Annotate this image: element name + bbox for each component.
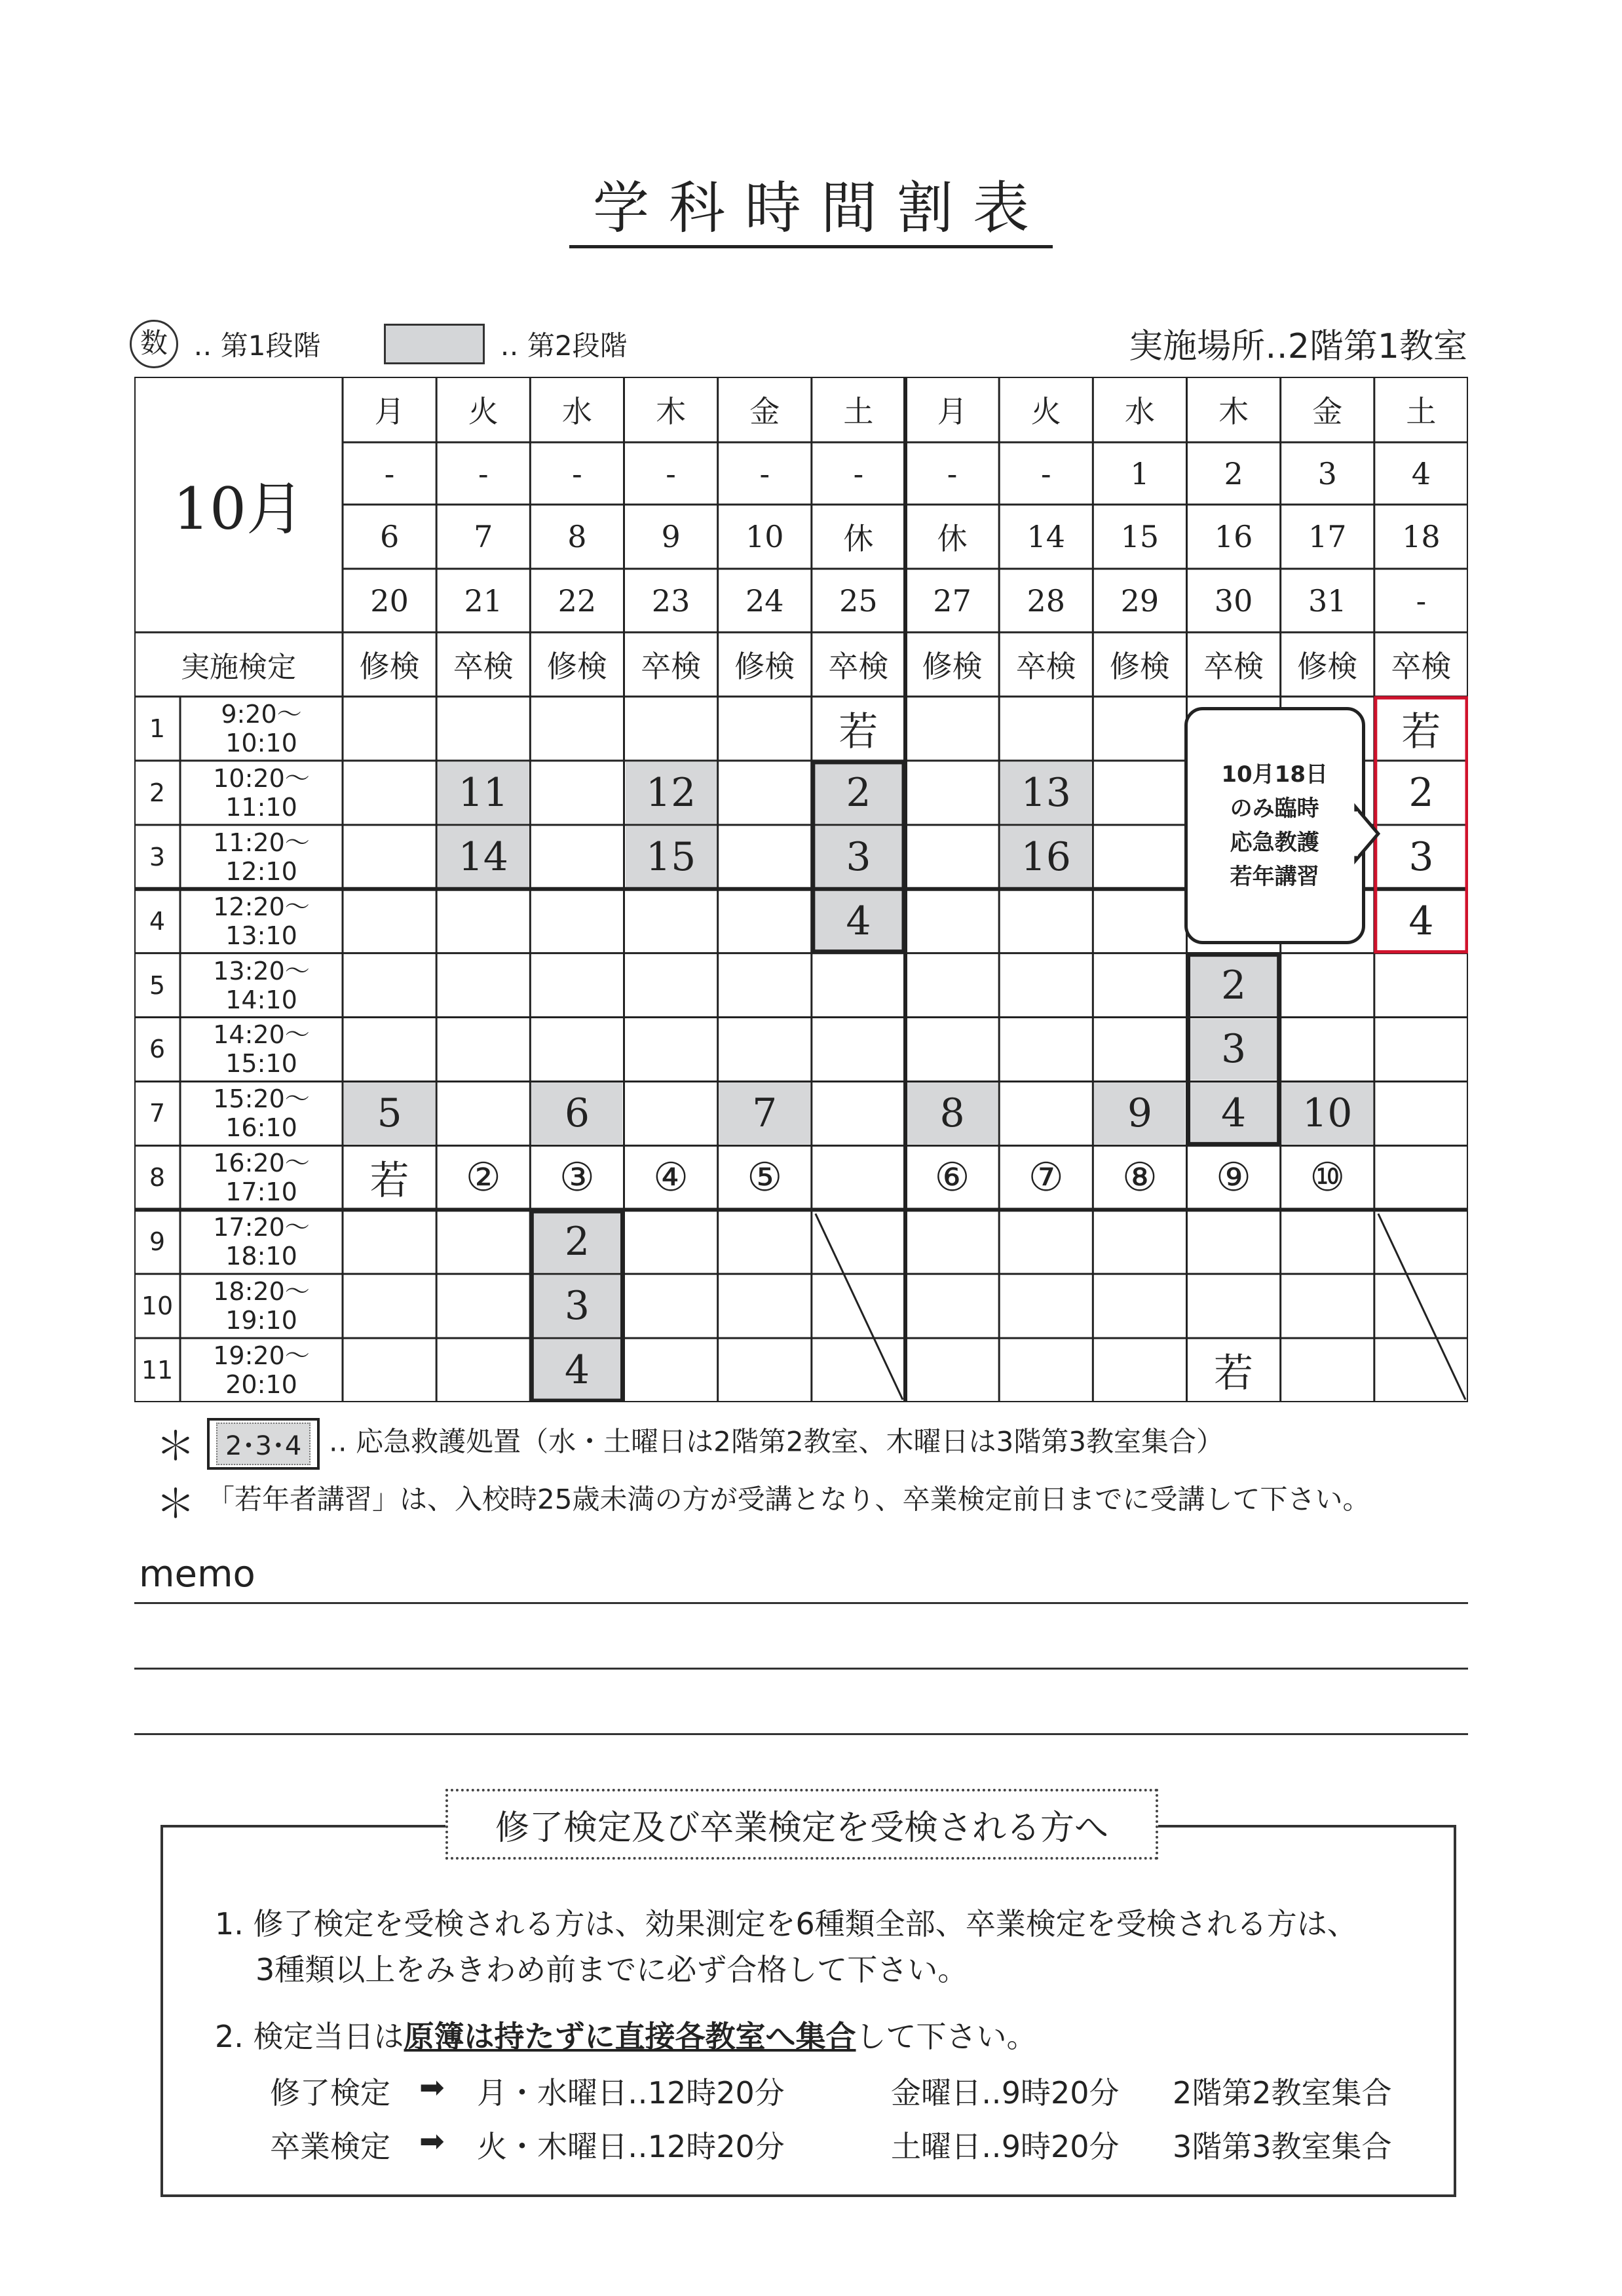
date-cell: -: [947, 455, 958, 491]
date-cell: 27: [933, 583, 971, 619]
exam-row-graduation-days: 火・木曜日‥12時20分: [477, 2129, 785, 2164]
date-cell: 30: [1214, 583, 1253, 619]
date-cell: 休: [937, 521, 968, 556]
stage2-lesson: 8: [939, 1090, 965, 1137]
date-cell: 休: [843, 521, 874, 556]
exam-type-cell: 卒検: [1203, 649, 1264, 684]
stage2-swatch: [384, 324, 485, 364]
date-cell: 29: [1120, 583, 1160, 619]
asterisk-icon: ＊: [156, 1482, 195, 1527]
period-number: 2: [149, 778, 166, 807]
arrow-right-icon: ➡: [419, 2069, 445, 2105]
date-cell: 4: [1411, 455, 1431, 491]
note-first-aid-text: ‥ 応急救護処置（水・土曜日は2階第2教室、木曜日は3階第3教室集合）: [328, 1425, 1224, 1458]
exam-row-graduation-days2: 土曜日‥9時20分: [891, 2129, 1120, 2164]
notice-item-1: 1. 修了検定を受検される方は、効果測定を6種類全部、卒業検定を受検される方は、: [215, 1906, 1357, 1942]
lesson-cell: 2: [1408, 769, 1434, 816]
exam-type-cell: 卒検: [828, 649, 889, 684]
lesson-cell: 若: [1401, 708, 1441, 755]
date-cell: 8: [567, 519, 587, 554]
weekday-header: 火: [1030, 394, 1061, 429]
period-start: 14:20〜: [213, 1020, 310, 1050]
exam-row-completion-days: 月・水曜日‥12時20分: [477, 2075, 785, 2111]
legend: [130, 320, 634, 367]
period-end: 19:10: [225, 1306, 297, 1335]
period-number: 8: [149, 1163, 166, 1193]
period-start: 18:20〜: [213, 1277, 310, 1307]
exam-type-cell: 修検: [359, 649, 420, 684]
exam-type-cell: 卒検: [1015, 649, 1076, 684]
date-cell: 9: [661, 519, 681, 554]
callout-pointer: [1356, 807, 1378, 860]
stage2-lesson: 2: [564, 1219, 590, 1265]
date-cell: 20: [370, 583, 409, 619]
period-end: 12:10: [225, 856, 297, 886]
exam-type-cell: 修検: [546, 649, 607, 684]
notice-emphasis: 原簿は持たずに直接各教室へ集合: [404, 2019, 856, 2054]
period-start: 19:20〜: [213, 1341, 310, 1371]
callout-line: のみ臨時: [1230, 795, 1319, 822]
period-start: 9:20〜: [221, 699, 302, 729]
exam-row-graduation-label: 卒業検定: [270, 2129, 390, 2164]
callout-line: 応急教護: [1230, 829, 1319, 856]
exam-type-cell: 修検: [922, 649, 983, 684]
period-number: 9: [149, 1227, 166, 1257]
lesson-cell: ⑦: [1028, 1155, 1064, 1201]
lesson-cell: 若: [1214, 1350, 1254, 1397]
date-cell: 31: [1308, 583, 1347, 619]
weekday-header: 木: [1218, 394, 1249, 429]
date-cell: -: [853, 455, 864, 491]
lesson-cell: 若: [839, 708, 878, 755]
stage2-lesson: 9: [1127, 1090, 1152, 1137]
note-young-driver: [156, 1473, 1370, 1529]
date-cell: 25: [839, 583, 878, 619]
note-first-aid: [156, 1415, 1224, 1472]
timetable: [134, 377, 1468, 1402]
callout-pointer-join: [1351, 811, 1358, 856]
date-cell: -: [1040, 455, 1051, 491]
date-cell: 15: [1120, 519, 1160, 554]
date-cell: 6: [379, 519, 400, 554]
venue-label: 実施場所‥2階第1教室: [1129, 327, 1467, 366]
stage2-lesson: 11: [458, 769, 508, 816]
date-cell: 22: [557, 583, 597, 619]
lesson-cell: ④: [653, 1155, 688, 1201]
weekday-header: 水: [561, 394, 592, 429]
memo-line: [134, 1668, 1468, 1670]
date-cell: 21: [464, 583, 502, 619]
date-cell: 23: [651, 583, 690, 619]
stage2-lesson: 4: [846, 898, 871, 944]
period-number: 3: [149, 842, 166, 871]
date-cell: 24: [745, 583, 784, 619]
exam-type-cell: 卒検: [453, 649, 514, 684]
weekday-header: 土: [1406, 394, 1437, 429]
exam-type-cell: 修検: [734, 649, 795, 684]
stage2-lesson: 2: [1220, 962, 1247, 1008]
lesson-cell: ②: [465, 1155, 501, 1201]
weekday-header: 月: [374, 394, 405, 429]
period-start: 17:20〜: [213, 1213, 310, 1242]
date-cell: -: [759, 455, 770, 491]
period-start: 13:20〜: [213, 956, 310, 985]
period-number: 10: [141, 1292, 174, 1321]
period-end: 16:10: [225, 1113, 297, 1143]
exam-type-cell: 修検: [1297, 649, 1358, 684]
lesson-cell: ⑨: [1216, 1155, 1251, 1201]
lesson-cell: ⑥: [934, 1155, 970, 1201]
lesson-cell: 4: [1408, 898, 1434, 944]
date-cell: -: [666, 455, 676, 491]
date-cell: 16: [1214, 519, 1253, 554]
period-start: 10:20〜: [213, 763, 310, 793]
weekday-header: 金: [1312, 394, 1343, 429]
exam-type-cell: 修検: [1109, 649, 1170, 684]
date-cell: 3: [1317, 455, 1337, 491]
period-number: 7: [149, 1099, 166, 1128]
period-end: 20:10: [225, 1370, 297, 1400]
notice-item-2: 2. 検定当日は原簿は持たずに直接各教室へ集合して下さい。: [215, 2019, 1037, 2054]
callout-pointer-layer: [134, 377, 1468, 1402]
date-cell: 18: [1402, 519, 1441, 554]
weekday-header: 土: [843, 394, 874, 429]
stage2-lesson: 3: [564, 1283, 590, 1330]
period-number: 11: [141, 1356, 174, 1385]
date-cell: 10: [745, 519, 784, 554]
lesson-cell: ⑤: [747, 1155, 783, 1201]
stage2-lesson: 4: [564, 1347, 590, 1394]
exam-row-completion-label: 修了検定: [270, 2075, 390, 2111]
stage2-lesson: 2: [846, 769, 871, 816]
period-number: 1: [149, 714, 166, 743]
page-title: 学科時間割表: [0, 163, 1622, 244]
lesson-cell: 3: [1408, 833, 1434, 880]
period-start: 11:20〜: [213, 828, 310, 857]
stage2-lesson: 14: [458, 833, 508, 880]
memo-line: [134, 1602, 1468, 1604]
stage2-lesson: 5: [377, 1090, 402, 1137]
date-cell: 7: [474, 519, 493, 554]
lesson-cell: 若: [369, 1158, 409, 1204]
period-end: 13:10: [225, 921, 297, 950]
date-cell: 17: [1308, 519, 1347, 554]
callout-line: 若年講習: [1230, 863, 1319, 890]
note-young-driver-text: 「若年者講習」は、入校時25歳未満の方が受講となり、卒業検定前日までに受講して下さい。: [207, 1483, 1370, 1516]
date-cell: 1: [1130, 455, 1150, 491]
period-end: 14:10: [225, 985, 297, 1014]
exam-notice-title: 修了検定及び卒業検定を受検される方へ: [445, 1789, 1158, 1860]
exam-type-cell: 卒検: [1391, 649, 1452, 684]
period-end: 15:10: [225, 1049, 297, 1079]
stage2-lesson: 16: [1021, 833, 1071, 880]
weekday-header: 水: [1124, 394, 1155, 429]
stage1-label: ‥ 第1段階: [193, 330, 321, 362]
stage2-lesson: 3: [1220, 1026, 1247, 1073]
stage2-lesson: 7: [752, 1090, 778, 1137]
exam-row-completion-room: 2階第2教室集合: [1173, 2075, 1392, 2111]
callout-line: 10月18日: [1221, 761, 1328, 788]
period-number: 5: [149, 970, 166, 1000]
memo-line: [134, 1733, 1468, 1735]
stage2-lesson: 13: [1021, 769, 1071, 816]
first-aid-box: 2･3･4: [207, 1418, 320, 1470]
period-start: 12:20〜: [213, 892, 310, 921]
date-cell: -: [384, 455, 395, 491]
exam-type-cell: 卒検: [641, 649, 702, 684]
month-label: 10月: [173, 475, 304, 543]
stage2-lesson: 15: [645, 833, 696, 880]
period-start: 16:20〜: [213, 1149, 310, 1178]
lesson-cell: ③: [559, 1155, 595, 1201]
period-end: 17:10: [225, 1177, 297, 1207]
notice-item-1-cont: 3種類以上をみきわめ前までに必ず合格して下さい。: [255, 1952, 968, 1987]
arrow-right-icon: ➡: [419, 2123, 445, 2158]
weekday-header: 火: [468, 394, 499, 429]
period-number: 6: [149, 1035, 166, 1064]
stage1-symbol: 数: [130, 320, 178, 368]
asterisk-icon: ＊: [156, 1424, 195, 1470]
stage2-lesson: 4: [1220, 1090, 1247, 1137]
date-cell: -: [478, 455, 489, 491]
lesson-cell: ⑧: [1122, 1155, 1158, 1201]
period-number: 4: [149, 906, 166, 936]
weekday-header: 月: [937, 394, 968, 429]
period-end: 18:10: [225, 1242, 297, 1271]
date-cell: 2: [1224, 455, 1243, 491]
period-end: 11:10: [225, 792, 297, 822]
stage2-lesson: 3: [846, 833, 871, 880]
weekday-header: 木: [656, 394, 687, 429]
period-start: 15:20〜: [213, 1084, 310, 1114]
period-end: 10:10: [225, 728, 297, 757]
memo-label: memo: [139, 1553, 255, 1596]
stage2-label: ‥ 第2段階: [500, 330, 628, 362]
lesson-cell: ⑩: [1310, 1155, 1346, 1201]
stage2-lesson: 6: [564, 1090, 590, 1137]
date-cell: -: [572, 455, 582, 491]
date-cell: 14: [1027, 519, 1065, 554]
date-cell: -: [1416, 583, 1427, 619]
stage2-lesson: 12: [645, 769, 696, 816]
exam-row-graduation-room: 3階第3教室集合: [1173, 2129, 1392, 2164]
date-cell: 28: [1027, 583, 1065, 619]
weekday-header: 金: [749, 394, 780, 429]
exam-row-completion-days2: 金曜日‥9時20分: [891, 2075, 1120, 2111]
stage2-lesson: 10: [1302, 1090, 1353, 1137]
exam-type-label: 実施検定: [181, 651, 296, 684]
